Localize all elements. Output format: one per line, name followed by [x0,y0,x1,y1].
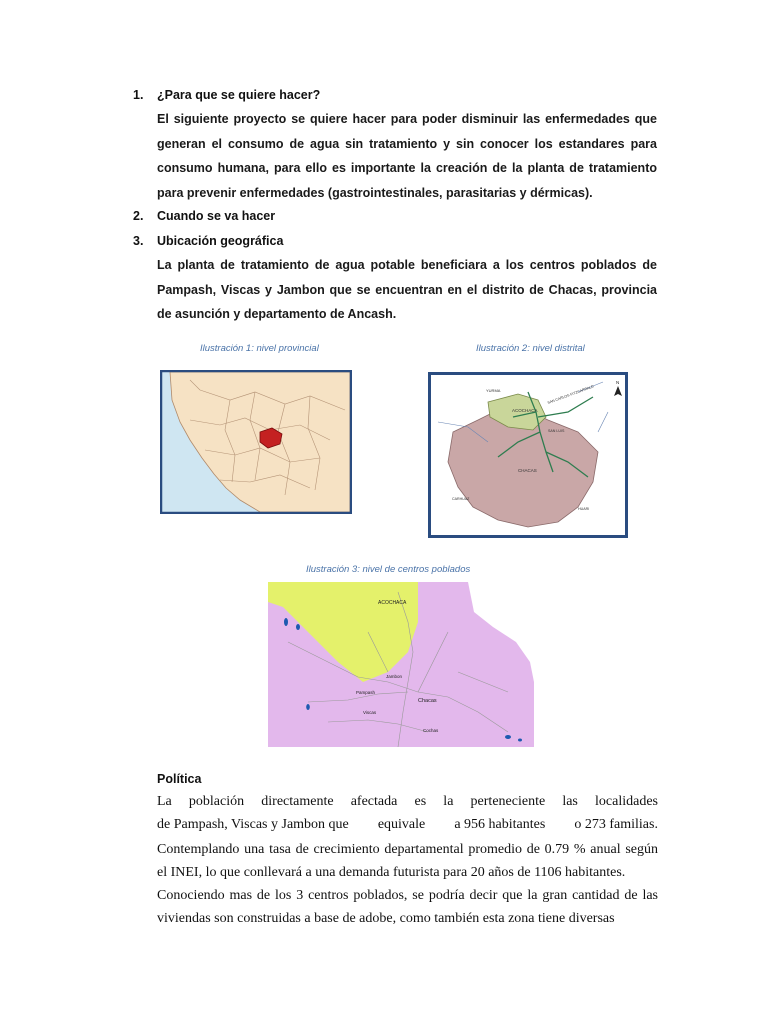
map3-label-jambon: Jambon [386,674,403,679]
map2-label-san-luis: SAN LUIS [548,429,565,433]
list-number-3: 3. [133,234,144,248]
politica-line-2-c: a 956 habitantes [454,817,546,832]
caption-illustration-3: Ilustración 3: nivel de centros poblados [306,564,471,575]
politica-line-2 [157,817,658,833]
map3-label-viscas: Viscas [363,710,377,715]
paragraph-location: La planta de tratamiento de agua potable beneficiara a los centros poblados de Pampash, Viscas y Jambon que se encuentran en el distrito de Chacas, provincia de asunción y departamento de Ancash. [157,258,657,321]
map3-label-cochas: Cochas [423,728,439,733]
list-heading-2: Cuando se va hacer [157,209,276,223]
map2-label-san-carlos: SAN CARLOS FITZCARRALD [546,384,595,405]
list-heading-1: ¿Para que se quiere hacer? [157,88,321,102]
map3-label-acochaca: ACOCHACA [378,600,407,606]
politica-line-2-d: o 273 familias. [574,817,658,832]
politica-line-2-b: equivale [377,817,426,832]
map-provincial [160,370,352,514]
map2-label-north: N [616,380,620,385]
paragraph-purpose: El siguiente proyecto se quiere hacer para poder disminuir las enfermedades que generan el consumo de agua sin tratamiento y sin conocer los estandares para consumo humana, para ello es importante la creación de la planta de tratamiento para prevenir enfermedades (gastrointestinales, parasitarias y dérmicas). [157,112,657,200]
map3-label-chacas: Chacas [418,698,437,704]
map2-label-chacas: CHACAS [518,468,537,473]
caption-illustration-1: Ilustración 1: nivel provincial [200,343,319,354]
list-number-1: 1. [133,88,144,102]
list-heading-3: Ubicación geográfica [157,234,284,248]
map2-label-huari: HUARI [578,507,590,511]
politica-paragraph-housing: Conociendo mas de los 3 centros poblados, se podría decir que la gran cantidad de las viviendas son construidas a base de adobe, como también esta zona tiene diversas [157,888,658,926]
politica-paragraph-growth: Contemplando una tasa de crecimiento departamental promedio de 0.79 % anual según el INEI, lo que conllevará a una demanda futurista para 20 años de 1106 habitantes. [157,842,658,880]
map-district [428,372,628,538]
map-populated-centers [268,582,534,747]
map3-label-pampash: Pampash [356,690,376,695]
caption-illustration-2: Ilustración 2: nivel distrital [476,343,585,354]
section-heading-politica: Política [157,772,202,786]
politica-line-1: La población directamente afectada es la perteneciente las localidades [157,794,658,809]
map2-label-acochaca: ACOCHACA [512,408,538,413]
map2-label-carhuaz: CARHUAZ [452,497,470,501]
politica-line-2-a: de Pampash, Viscas y Jambon que [157,817,349,832]
map2-label-yurma: YURMA [486,388,501,393]
list-number-2: 2. [133,209,144,223]
